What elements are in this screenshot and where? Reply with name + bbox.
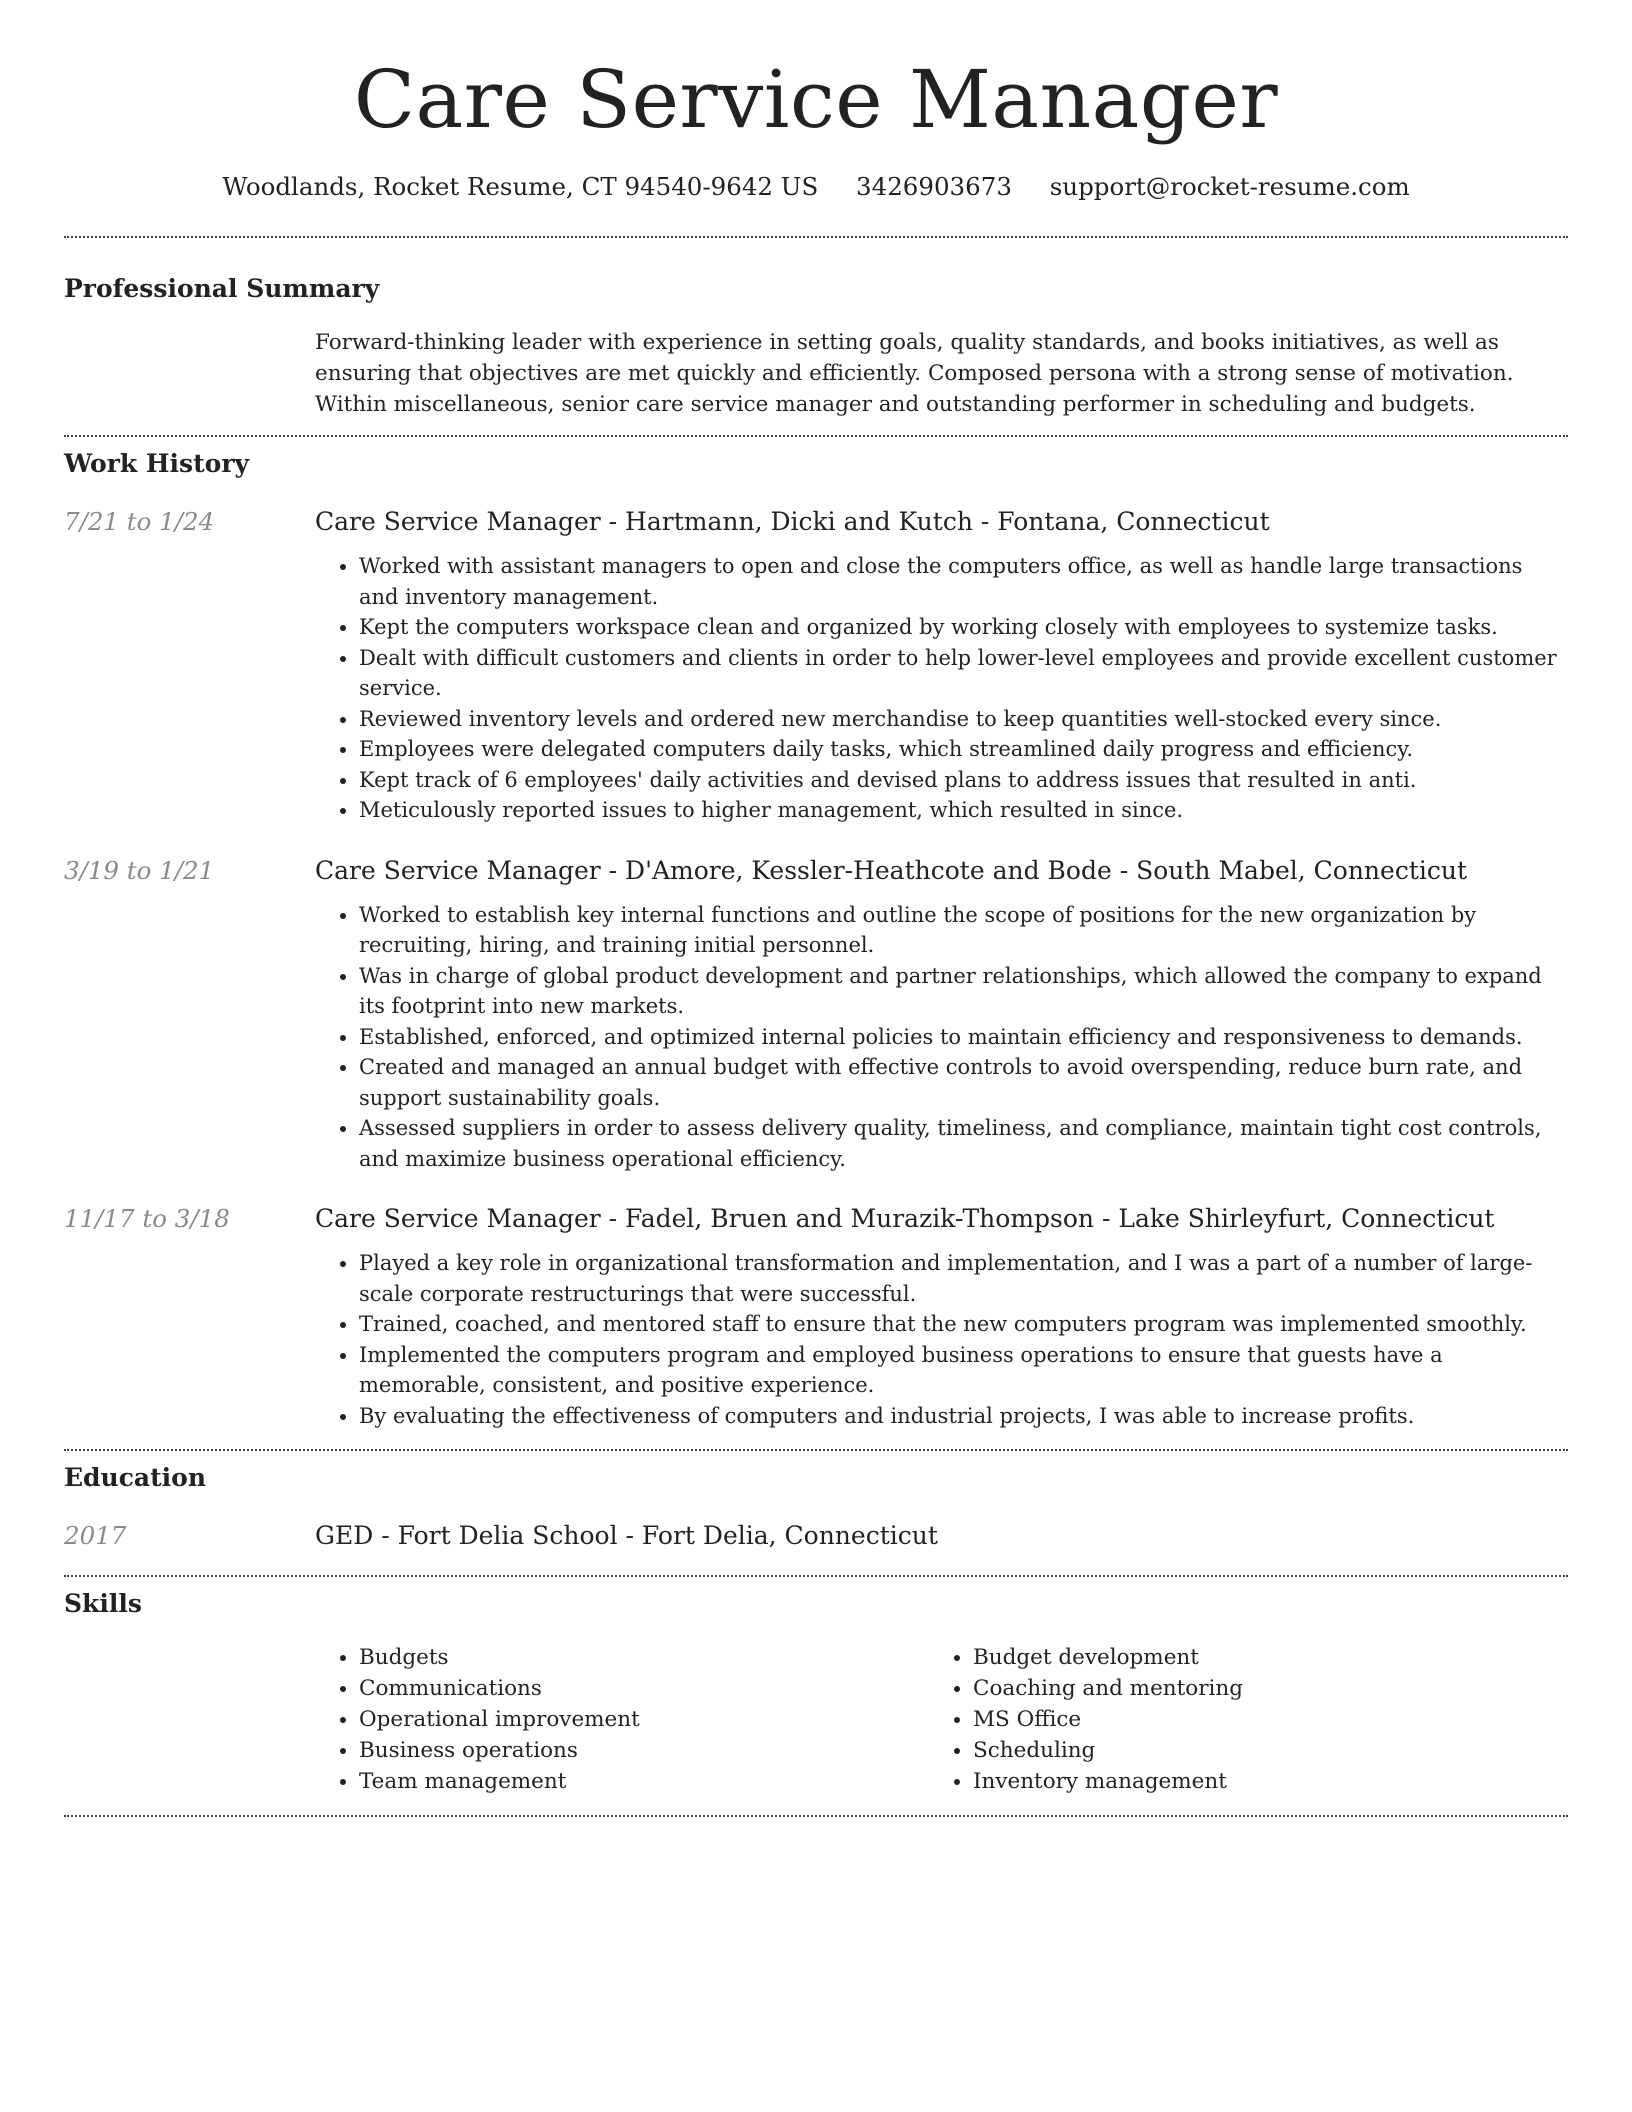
skills-section [64, 1587, 1568, 1797]
summary-section [64, 272, 1568, 420]
job-bullets [315, 1248, 1568, 1431]
bullet-item: • Worked with assistant managers to open and close the computers office, as well as handle large transactions and inventory management. [359, 551, 1568, 612]
job-title: Care Service Manager - Fadel, Bruen and Murazik-Thompson - Lake Shirleyfurt, Connecticut [315, 1204, 1495, 1233]
skill-item: • Budget development [973, 1642, 1573, 1673]
job-dates: 3/19 to 1/21 [64, 855, 215, 885]
skills-grid [315, 1642, 1573, 1797]
divider [64, 1449, 1568, 1451]
skills-list-left [315, 1642, 929, 1797]
bullet-item: • Meticulously reported issues to higher management, which resulted in since. [359, 795, 1568, 826]
bullet-item: • Created and managed an annual budget with effective controls to avoid overspending, reduce burn rate, and support sustainability goals. [359, 1052, 1568, 1113]
section-title-skills: Skills [64, 1589, 142, 1618]
bullet-item: • Assessed suppliers in order to assess delivery quality, timeliness, and compliance, maintain tight cost controls, and maximize business operational efficiency. [359, 1113, 1568, 1174]
skill-item: • Operational improvement [359, 1704, 929, 1735]
skill-item: • MS Office [973, 1704, 1573, 1735]
contact-line [64, 170, 1568, 204]
section-title-education: Education [64, 1463, 207, 1492]
skill-item: • Coaching and mentoring [973, 1673, 1573, 1704]
divider [64, 236, 1568, 238]
work-history-section [64, 447, 1568, 1431]
phone-text: 3426903673 [856, 172, 1012, 201]
bullet-item: • Played a key role in organizational transformation and implementation, and I was a part of a number of large-scale corporate restructurings that were successful. [359, 1248, 1568, 1309]
bullet-item: • Trained, coached, and mentored staff to ensure that the new computers program was implemented smoothly. [359, 1309, 1568, 1340]
bullet-item: • Worked to establish key internal functions and outline the scope of positions for the new organization by recruiting, hiring, and training initial personnel. [359, 900, 1568, 961]
section-title-summary: Professional Summary [64, 274, 380, 303]
divider [64, 435, 1568, 437]
job-dates: 7/21 to 1/24 [64, 507, 215, 536]
job-entry [64, 505, 1568, 826]
skill-item: • Scheduling [973, 1735, 1573, 1766]
skill-item: • Inventory management [973, 1766, 1573, 1797]
bullet-item: • Established, enforced, and optimized internal policies to maintain efficiency and responsiveness to demands. [359, 1022, 1568, 1053]
bullet-item: • By evaluating the effectiveness of computers and industrial projects, I was able to increase profits. [359, 1401, 1568, 1432]
bullet-item: • Kept track of 6 employees' daily activities and devised plans to address issues that resulted in anti. [359, 765, 1568, 796]
divider [64, 1575, 1568, 1577]
job-bullets [315, 551, 1568, 826]
skill-item: • Team management [359, 1766, 929, 1797]
section-title-work-history: Work History [64, 449, 250, 478]
job-entry [64, 1202, 1568, 1431]
divider [64, 1815, 1568, 1817]
education-entry: GED - Fort Delia School - Fort Delia, Connecticut [315, 1521, 938, 1550]
candidate-name: Care Service Manager [353, 53, 1279, 146]
skill-item: • Communications [359, 1673, 929, 1704]
address-text: Woodlands, Rocket Resume, CT 94540-9642 US [222, 172, 819, 201]
bullet-item: • Dealt with difficult customers and clients in order to help lower-level employees and provide excellent customer service. [359, 643, 1568, 704]
skill-item: • Business operations [359, 1735, 929, 1766]
bullet-item: • Was in charge of global product development and partner relationships, which allowed the company to expand its footprint into new markets. [359, 961, 1568, 1022]
education-section [64, 1461, 1568, 1553]
job-title: Care Service Manager - D'Amore, Kessler-Heathcote and Bode - South Mabel, Connecticut [315, 855, 1468, 885]
skill-item: • Budgets [359, 1642, 929, 1673]
skills-list-right [929, 1642, 1573, 1797]
resume-page [64, 0, 1568, 1817]
bullet-item: • Employees were delegated computers daily tasks, which streamlined daily progress and efficiency. [359, 734, 1568, 765]
bullet-item: • Kept the computers workspace clean and organized by working closely with employees to systemize tasks. [359, 612, 1568, 643]
job-dates: 11/17 to 3/18 [64, 1204, 230, 1233]
summary-text: Forward-thinking leader with experience in setting goals, quality standards, and books initiatives, as well as ensuring that objectives are met quickly and efficiently. Composed persona with a strong sense of motivation. Within miscellaneous, senior care service manager and outstanding performer in scheduling and budgets. [315, 330, 1514, 417]
job-title: Care Service Manager - Hartmann, Dicki and Kutch - Fontana, Connecticut [315, 507, 1270, 536]
job-entry [64, 854, 1568, 1175]
bullet-item: • Implemented the computers program and employed business operations to ensure that guests have a memorable, consistent, and positive experience. [359, 1340, 1568, 1401]
education-year: 2017 [64, 1521, 127, 1550]
email-text: support@rocket-resume.com [1049, 172, 1410, 201]
bullet-item: • Reviewed inventory levels and ordered new merchandise to keep quantities well-stocked every since. [359, 704, 1568, 735]
job-bullets [315, 900, 1568, 1175]
